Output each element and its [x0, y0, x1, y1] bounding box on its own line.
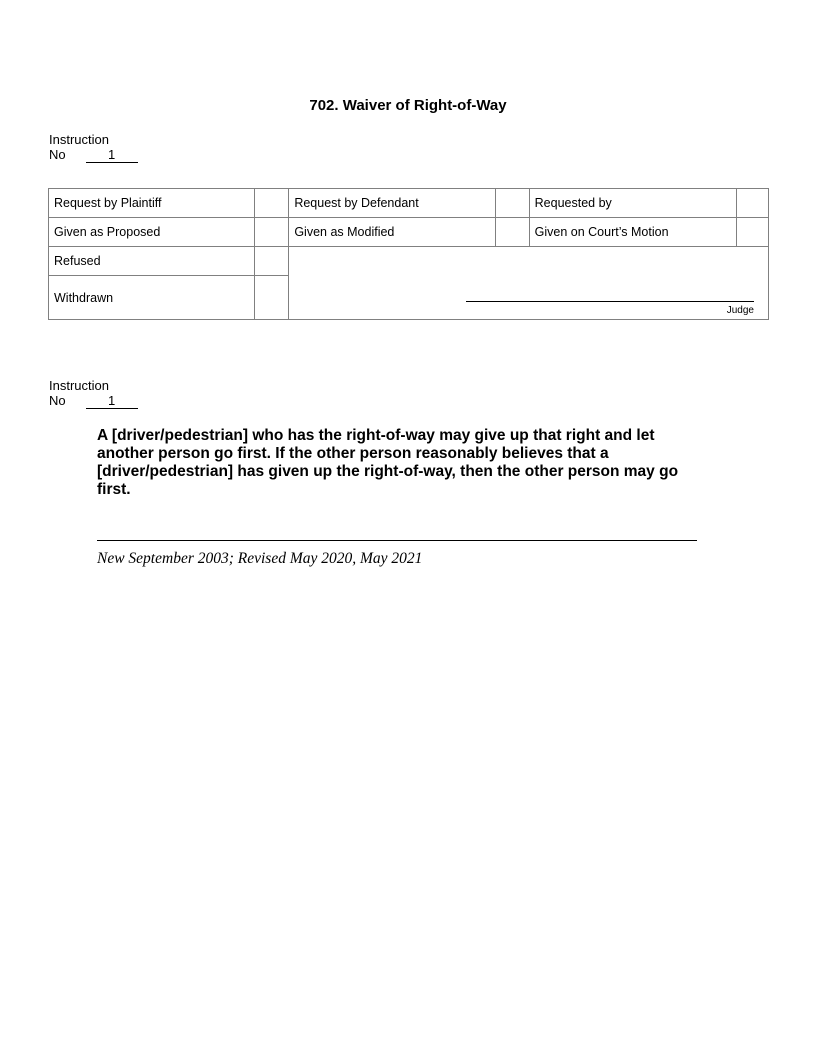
- requested-by-checkbox[interactable]: [736, 189, 768, 218]
- document-title: 702. Waiver of Right-of-Way: [309, 97, 507, 114]
- section-divider: [97, 540, 697, 541]
- given-as-proposed-checkbox[interactable]: [255, 218, 289, 247]
- requested-by-label: Requested by: [529, 189, 736, 218]
- given-as-modified-label: Given as Modified: [289, 218, 495, 247]
- instruction-header-top: [49, 132, 138, 163]
- instruction-body-text: A [driver/pedestrian] who has the right-of-way may give up that right and let another person go first. If the other person reasonably believes that a [driver/pedestrian] has given up the right-of-way, then the other person may go first.: [97, 427, 679, 498]
- refused-label: Refused: [49, 247, 255, 276]
- instruction-number-field[interactable]: 1: [86, 394, 138, 409]
- instruction-label: Instruction: [49, 378, 109, 393]
- withdrawn-checkbox[interactable]: [255, 276, 289, 320]
- no-label: No: [49, 147, 66, 162]
- instruction-number-row: [49, 147, 138, 163]
- request-by-plaintiff-label: Request by Plaintiff: [49, 189, 255, 218]
- judge-signature-line[interactable]: [466, 301, 754, 302]
- refused-checkbox[interactable]: [255, 247, 289, 276]
- request-by-defendant-checkbox[interactable]: [495, 189, 529, 218]
- instruction-label: Instruction: [49, 132, 109, 147]
- instruction-header-bottom: [49, 378, 138, 409]
- given-on-courts-motion-label: Given on Court’s Motion: [529, 218, 736, 247]
- judge-label: Judge: [726, 305, 754, 316]
- given-as-proposed-label: Given as Proposed: [49, 218, 255, 247]
- request-by-plaintiff-checkbox[interactable]: [255, 189, 289, 218]
- given-on-courts-motion-checkbox[interactable]: [736, 218, 768, 247]
- withdrawn-label: Withdrawn: [49, 276, 255, 320]
- request-status-table: [48, 188, 769, 320]
- given-as-modified-checkbox[interactable]: [495, 218, 529, 247]
- request-by-defendant-label: Request by Defendant: [289, 189, 495, 218]
- no-label: No: [49, 393, 66, 408]
- revision-history: New September 2003; Revised May 2020, May 2021: [97, 550, 423, 567]
- instruction-number-field[interactable]: 1: [86, 148, 138, 163]
- judge-signature-area: [289, 247, 769, 320]
- instruction-number-row: [49, 393, 138, 409]
